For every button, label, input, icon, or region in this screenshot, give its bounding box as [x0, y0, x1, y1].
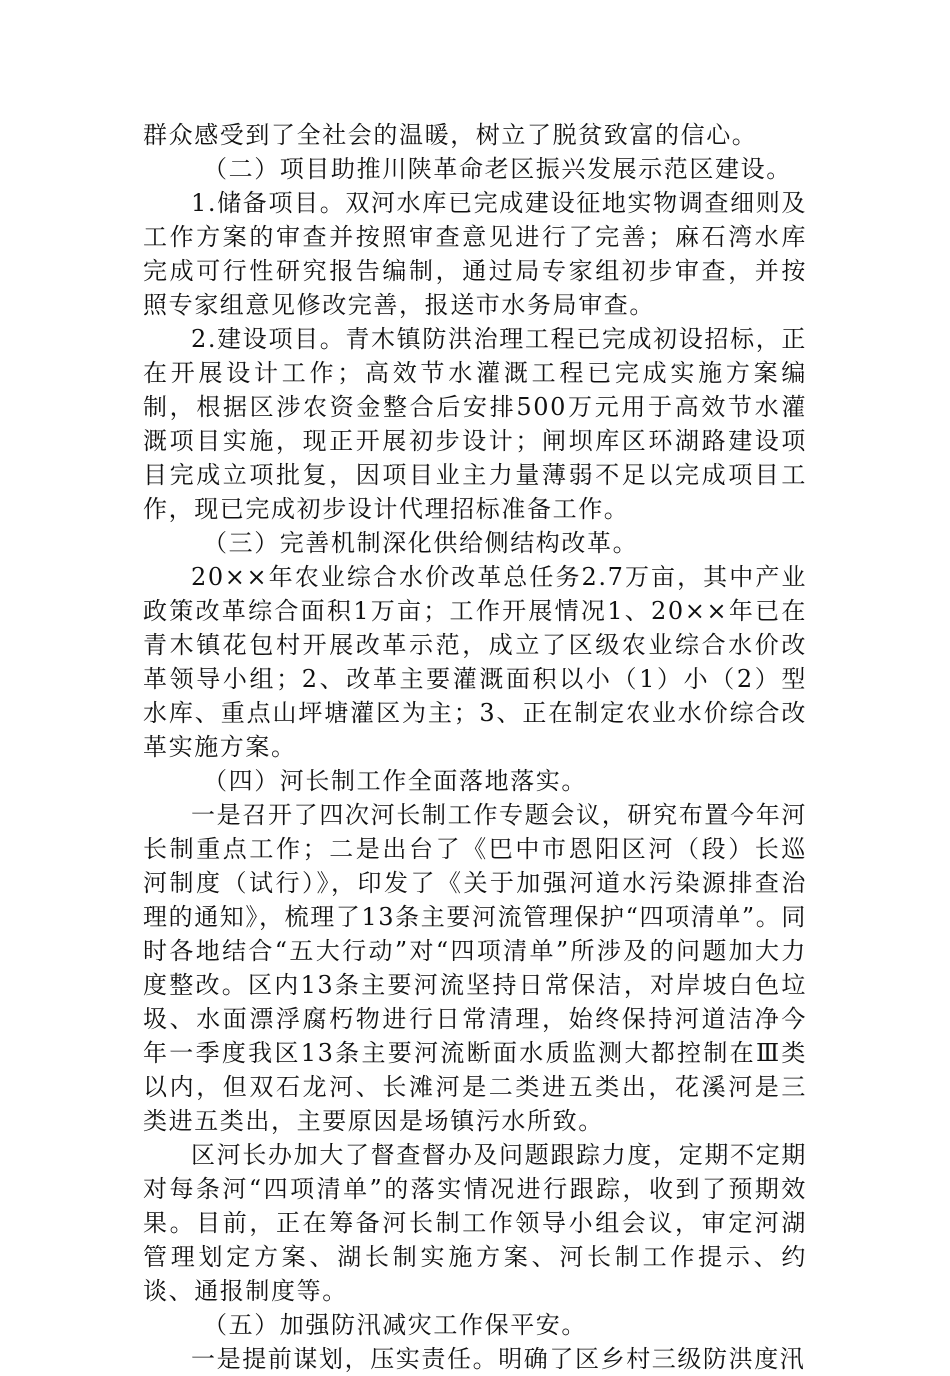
paragraph-continuation: 群众感受到了全社会的温暖，树立了脱贫致富的信心。 — [143, 121, 758, 149]
section-heading-5: （五）加强防汛减灾工作保平安。 — [203, 1311, 587, 1339]
document-body — [143, 118, 807, 1376]
paragraph-water-price-reform: 20××年农业综合水价改革总任务2.7万亩，其中产业政策改革综合面积1万亩；工作开展情况1、20××年已在青木镇花包村开展改革示范，成立了区级农业综合水价改革领导小组；2、改革主要灌溉面积以小（1）小（2）型水库、重点山坪塘灌区为主；3、正在制定农业水价综合改革实施方案。 — [143, 563, 807, 761]
section-heading-2: （二）项目助推川陕革命老区振兴发展示范区建设。 — [203, 155, 792, 183]
section-heading-4: （四）河长制工作全面落地落实。 — [203, 767, 587, 795]
section-heading-3: （三）完善机制深化供给侧结构改革。 — [203, 529, 639, 557]
paragraph-reserve-projects: 1.储备项目。双河水库已完成建设征地实物调查细则及工作方案的审查并按照审查意见进行了完善；麻石湾水库完成可行性研究报告编制，通过局专家组初步审查，并按照专家组意见修改完善，报送市水务局审查。 — [143, 189, 807, 319]
paragraph-flood-prevention: 一是提前谋划，压实责任。明确了区乡村三级防洪度汛 — [191, 1345, 806, 1373]
paragraph-river-chief-work: 一是召开了四次河长制工作专题会议，研究布置今年河长制重点工作；二是出台了《巴中市恩阳区河（段）长巡河制度（试行）》，印发了《关于加强河道水污染源排查治理的通知》，梳理了13条主要河流管理保护“四项清单”。同时各地结合“五大行动”对“四项清单”所涉及的问题加大力度整改。区内13条主要河流坚持日常保洁，对岸坡白色垃圾、水面漂浮腐朽物进行日常清理，始终保持河道洁净今年一季度我区13条主要河流断面水质监测大都控制在Ⅲ类以内，但双石龙河、长滩河是二类进五类出，花溪河是三类进五类出，主要原因是场镇污水所致。 — [143, 801, 807, 1135]
paragraph-river-chief-office: 区河长办加大了督查督办及问题跟踪力度，定期不定期对每条河“四项清单”的落实情况进行跟踪，收到了预期效果。目前，正在筹备河长制工作领导小组会议，审定河湖管理划定方案、湖长制实施方案、河长制工作提示、约谈、通报制度等。 — [143, 1141, 807, 1305]
paragraph-construction-projects: 2.建设项目。青木镇防洪治理工程已完成初设招标，正在开展设计工作；高效节水灌溉工程已完成实施方案编制，根据区涉农资金整合后安排500万元用于高效节水灌溉项目实施，现正开展初步设计；闸坝库区环湖路建设项目完成立项批复，因项目业主力量薄弱不足以完成项目工作，现已完成初步设计代理招标准备工作。 — [143, 325, 807, 523]
